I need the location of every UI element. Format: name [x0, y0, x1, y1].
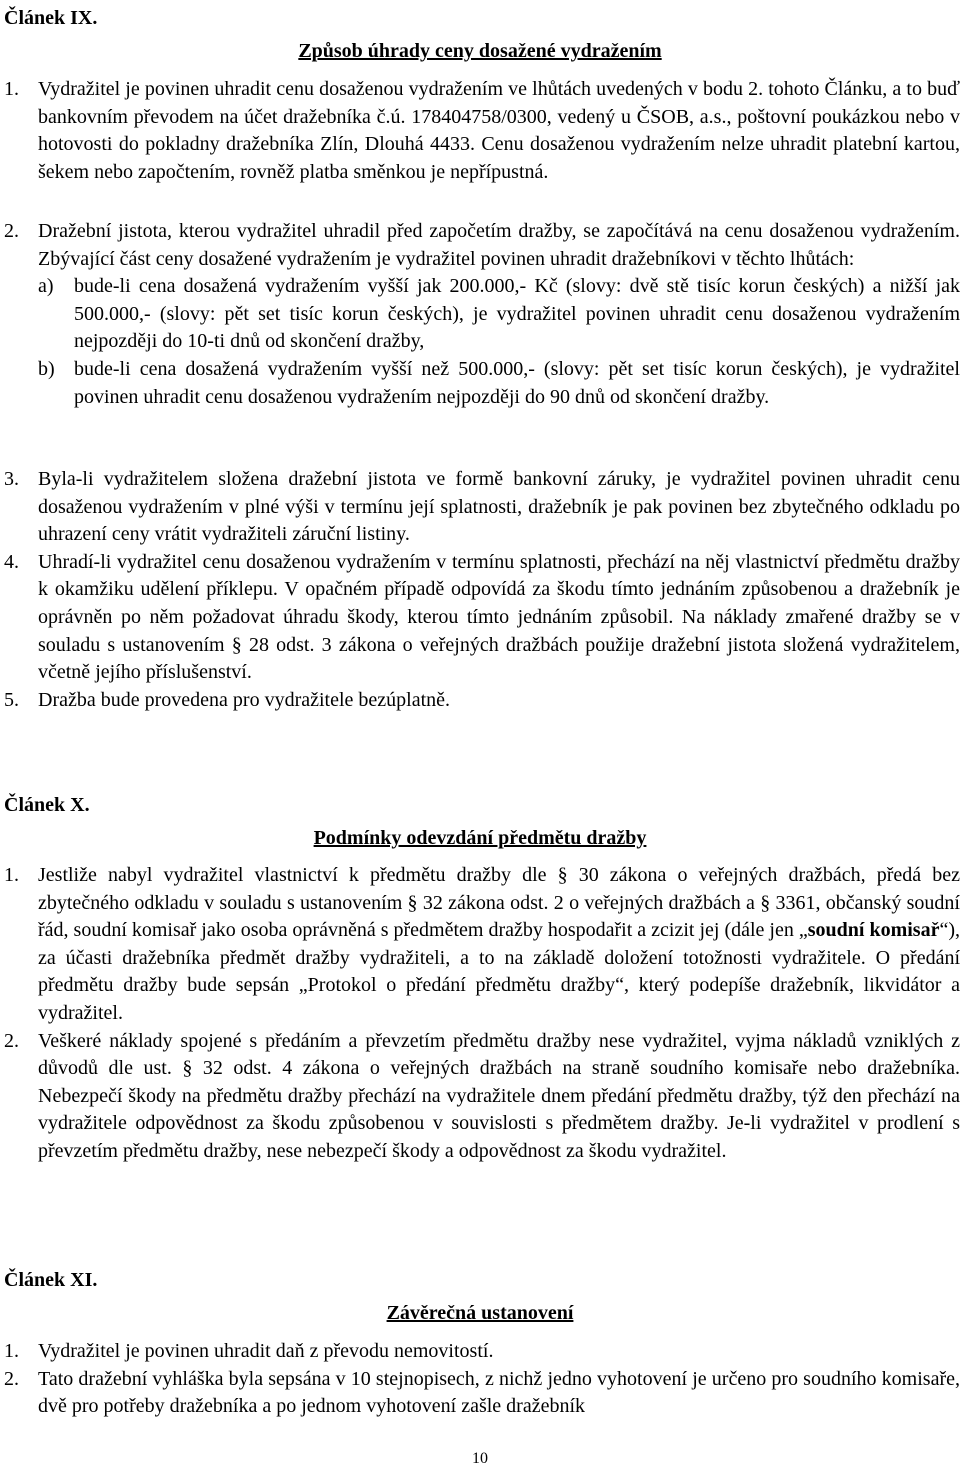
- item-number: 5.: [4, 688, 19, 711]
- item-text-start: Jestliže nabyl vydražitel vlastnictví k předmětu dražby dle § 30 zákona o veřejných dražbách, předá bez zbytečného odkladu v souladu s ustanovením § 32 zákona odst. 2 o veřejných dražbách a § 3361, občanský soudní řád, soudní komisař jako osoba oprávněná s předmětem dražby hospodařit a zcizit jej (dále jen „: [38, 864, 960, 942]
- article-9-item-2-subitems: [0, 273, 960, 411]
- article-11-list: [0, 1338, 960, 1421]
- article-9-list: [0, 76, 960, 214]
- article-9-item-4: [0, 549, 960, 687]
- item-number: 3.: [4, 468, 19, 490]
- item-text: Veškeré náklady spojené s předáním a převzetím předmětu dražby nese vydražitel, vyjma nákladů vzniklých z důvodů dle ust. § 32 odst. 4 zákona o veřejných dražbách na straně soudního komisaře nebo dražebníka. Nebezpečí škody na předmětu dražby přechází na vydražitele dnem předání předmětu dražby, týž den přechází na vydražitele odpovědnost za škodu způsobenou v souvislosti s předmětem dražby. Je-li vydražitel v prodlení s převzetím předmětu dražby, nese nebezpečí škody a odpovědnost za škodu vydražitel.: [38, 1029, 960, 1162]
- article-11-subheading: Závěrečná ustanovení: [386, 1302, 574, 1324]
- item-text: Uhradí-li vydražitel cenu dosaženou vydražením v termínu splatnosti, přechází na něj vlastnictví předmětu dražby k okamžiku udělení příklepu. V opačném případě odpovídá za škodu tímto jednáním způsobenou a dražebník je oprávněn po něm požadovat úhradu škody, kterou tímto jednáním způsobil. Na náklady zmařené dražby se v souladu s ustanovením § 28 odst. 3 zákona o veřejných dražbách použije dražební jistota složená vydražitelem, včetně jejího příslušenství.: [38, 550, 960, 684]
- defined-term-bold: soudní komisař: [807, 919, 940, 942]
- article-11-heading: Článek XI.: [4, 1269, 98, 1291]
- item-number: 4.: [4, 550, 19, 573]
- article-11-item-1: [0, 1338, 960, 1366]
- article-9-item-1: [0, 76, 960, 214]
- sub-item-label: a): [38, 275, 54, 298]
- item-number: 2.: [4, 220, 19, 242]
- sub-item-text: bude-li cena dosažená vydražením vyšší jak 200.000,- Kč (slovy: dvě stě tisíc korun českých) a nižší jak 500.000,- (slovy: pět set tisíc korun českých), je vydražitel povinen uhradit cenu dosaženou vydražením nejpozději do 10-ti dnů od skončení dražby,: [74, 275, 960, 353]
- sub-item-a: [38, 273, 960, 356]
- sub-item-label: b): [38, 357, 55, 380]
- item-text: Tato dražební vyhláška byla sepsána v 10 stejnopisech, z nichž jedno vyhotovení je určeno pro soudního komisaře, dvě pro potřeby dražebníka a po jednom vyhotovení zašle dražebník: [38, 1367, 960, 1418]
- sub-item-b: [38, 356, 960, 411]
- item-number: 2.: [4, 1367, 19, 1390]
- article-10-list: [0, 862, 960, 1166]
- item-text: Vydražitel je povinen uhradit daň z převodu nemovitostí.: [38, 1340, 494, 1362]
- page-number: 10: [472, 1450, 488, 1467]
- item-text: Dražební jistota, kterou vydražitel uhradil před započetím dražby, se započítává na cenu dosaženou vydražením. Zbývající část ceny dosažené vydražením je vydražitel povinen uhradit dražebníkovi v těchto lhůtách:: [38, 220, 960, 270]
- article-9-item-3: [0, 466, 960, 549]
- article-9-subheading: Způsob úhrady ceny dosažené vydražením: [298, 40, 662, 62]
- item-number: 1.: [4, 78, 19, 100]
- article-9-item-2: [0, 218, 960, 273]
- article-11-item-2: [0, 1366, 960, 1421]
- article-10-item-2: [0, 1028, 960, 1166]
- article-9-heading: Článek IX.: [4, 7, 98, 29]
- article-9-list-3: [0, 466, 960, 714]
- article-10-heading: Článek X.: [4, 794, 90, 816]
- item-number: 2.: [4, 1029, 19, 1052]
- item-text-end: “), za účasti dražebníka předmět dražby vydražiteli, a to na základě doložení totožnosti vydražitele. O předání předmětu dražby bude sepsán „Protokol o předání předmětu dražby“, který podepíše dražebník, likvidátor a vydražitel.: [38, 919, 960, 1024]
- item-text: Dražba bude provedena pro vydražitele bezúplatně.: [38, 688, 451, 711]
- article-9-list-2: [0, 218, 960, 411]
- item-text: Byla-li vydražitelem složena dražební jistota ve formě bankovní záruky, je vydražitel povinen uhradit cenu dosaženou vydražením v plné výši v termínu její splatnosti, dražebník je pak povinen bez zbytečného odkladu po uhrazení ceny vrátit vydražiteli záruční listiny.: [38, 468, 960, 546]
- item-number: 1.: [4, 864, 19, 886]
- article-9-item-5: [0, 687, 960, 715]
- article-10-subheading: Podmínky odevzdání předmětu dražby: [313, 827, 647, 849]
- item-number: 1.: [4, 1340, 19, 1362]
- sub-item-text: bude-li cena dosažená vydražením vyšší než 500.000,- (slovy: pět set tisíc korun českých), je vydražitel povinen uhradit cenu dosaženou vydražením nejpozději do 90 dnů od skončení dražby.: [74, 357, 960, 408]
- item-text: Vydražitel je povinen uhradit cenu dosaženou vydražením ve lhůtách uvedených v bodu 2. tohoto Článku, a to buď bankovním převodem na účet dražebníka č.ú. 178404758/0300, vedený u ČSOB, a.s., poštovní poukázkou nebo v hotovosti do pokladny dražebníka Zlín, Dlouhá 4433. Cenu dosaženou vydražením nelze uhradit platební kartou, šekem nebo započtením, rovněž platba směnkou je nepřípustná.: [38, 78, 960, 183]
- article-10-item-1: [0, 862, 960, 1028]
